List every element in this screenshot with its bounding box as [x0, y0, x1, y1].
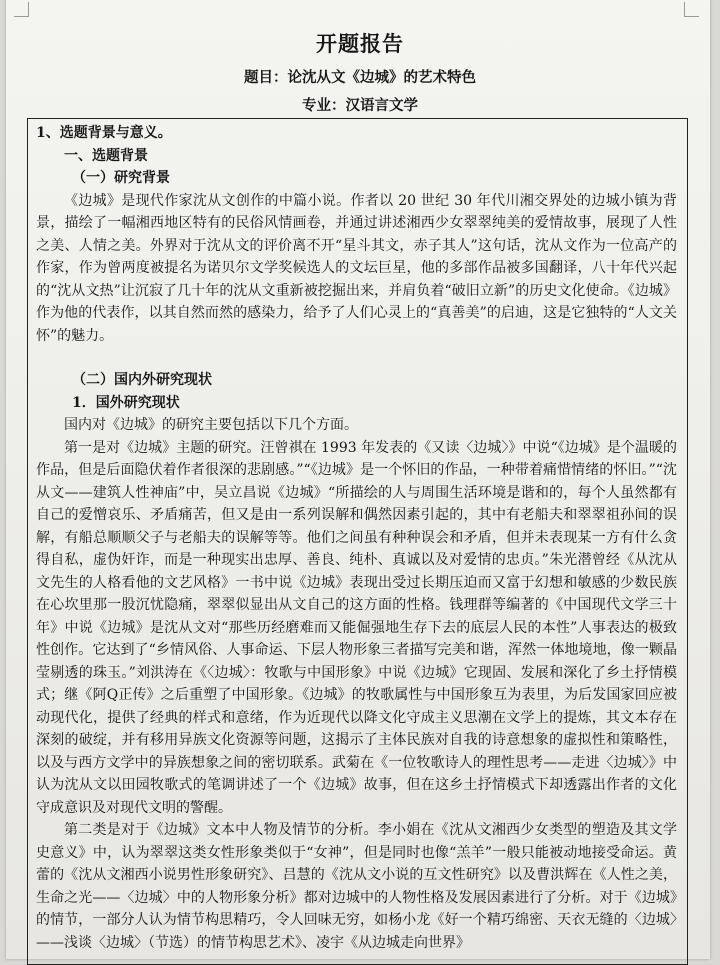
content-box	[27, 118, 688, 965]
paragraph-gap	[36, 347, 677, 369]
subheading-research-background: （一）研究背景	[72, 170, 170, 186]
paragraph: 《边城》是现代作家沈从文创作的中篇小说。作者以 20 世纪 30 年代川湘交界处的边城小镇为背景，描绘了一幅湘西地区特有的民俗风情画卷，并通过讲述湘西少女翠翠纯美的爱情故事，展现了人性之美、人情之美。外界对于沈从文的评价离不开“星斗其文，赤子其人”这句话，沈从文作为一位高产的作家，作为曾两度被提名为诺贝尔文学奖候选人的文坛巨星，他的多部作品被多国翻译，八十年代兴起的“沈从文热”让沉寂了几十年的沈从文重新被挖掘出来，并肩负着“破旧立新”的历史文化使命。《边城》作为他的代表作，以其自然而然的感染力，给予了人们心灵上的“真善美”的启迪，这是它独特的“人文关怀”的魅力。	[36, 192, 677, 344]
paragraph: 第一是对《边城》主题的研究。汪曾祺在 1993 年发表的《又读〈边城〉》中说“《边城》是个温暖的作品，但是后面隐伏着作者很深的悲剧感。”“《边城》是一个怀旧的作品，一种带着痛惜情绪的怀旧。”“沈从文——建筑人性神庙”中，吴立昌说《边城》“所描绘的人与周围生活环境是谐和的，每个人虽然都有自己的爱憎哀乐、矛盾痛苦，但又是由一系列误解和偶然因素引起的，其中有老船夫和翠翠祖孙间的误解，有船总顺顺父子与老船夫的误解等等。他们之间虽有种种误会和矛盾，但并未表现某一方有什么贪得自私，虚伪奸诈，而是一种现实出忠厚、善良、纯朴、真诚以及对爱情的忠贞。”朱光潜曾经《从沈从文先生的人格看他的文艺风格》一书中说《边城》表现出受过长期压迫而又富于幻想和敏感的少数民族在心坎里那一股沉忧隐痛，翠翠似显出从文自己的这方面的性格。钱理群等编著的《中国现代文学三十年》中说《边城》是沈从文对“那些历经磨难而又能倔强地生存下去的底层人民的本性”人事表达的极致性创作。它达到了“乡情风俗、人事命运、下层人物形象三者描写完美和谐，浑然一体地境地，像一颗晶莹剔透的珠玉。”刘洪涛在《〈边城〉：牧歌与中国形象》中说《边城》它现固、发展和深化了乡土抒情模式；继《阿Q正传》之后重塑了中国形象。《边城》的牧歌属性与中国形象互为表里，为后发国家回应被动现代化，提供了经典的样式和意绪，作为近现代以降文化守成主义思潮在文学上的提炼，其文本存在深刻的破绽，并有移用异族文化资源等问题，这揭示了主体民族对自我的诗意想象的虚拟性和策略性，以及与西方文学中的异族想象之间的密切联系。武菊在《一位牧歌诗人的理性思考——走进〈边城〉》中认为沈从文以田园牧歌式的笔调讲述了一个《边城》故事，但在这乡土抒情模式下却透露出作者的文化守成意识及对现代文明的警醒。	[36, 439, 677, 816]
paragraph: 国内对《边城》的研究主要包括以下几个方面。	[64, 417, 358, 433]
subheading-background: 一、选题背景	[64, 147, 148, 164]
crop-mark-top-right	[684, 2, 699, 17]
section-heading: 1、选题背景与意义。	[36, 125, 172, 141]
body-text	[28, 119, 687, 954]
major-line: 专业：汉语言文学	[302, 97, 418, 114]
subheading-research-status: （二）国内外研究现状	[72, 372, 212, 388]
paragraph: 第二类是对于《边城》文本中人物及情节的分析。李小娟在《沈从文湘西少女类型的塑造及其文学史意义》中，认为翠翠这类女性形象类似于“女神”，但是同时也像“羔羊”一般只能被动地接受命运。黄蕾的《沈从文湘西小说男性形象研究》、吕慧的《沈从文小说的互文性研究》以及曹洪辉在《人性之美，生命之光——〈边城〉中的人物形象分析》都对边城中的人物性格及发展因素进行了分析。对于《边城》的情节，一部分人认为情节构思精巧，令人回味无穷，如杨小龙《好一个精巧绵密、天衣无缝的〈边城〉——浅谈〈边城〉（节选）的情节构思艺术》、凌宇《从边城走向世界》	[36, 822, 677, 951]
crop-mark-top-left	[14, 2, 29, 17]
topic-line: 题目：论沈从文《边城》的艺术特色	[244, 69, 476, 86]
subheading-foreign-status: 1．国外研究现状	[72, 394, 180, 411]
page-title: 开题报告	[316, 31, 404, 56]
